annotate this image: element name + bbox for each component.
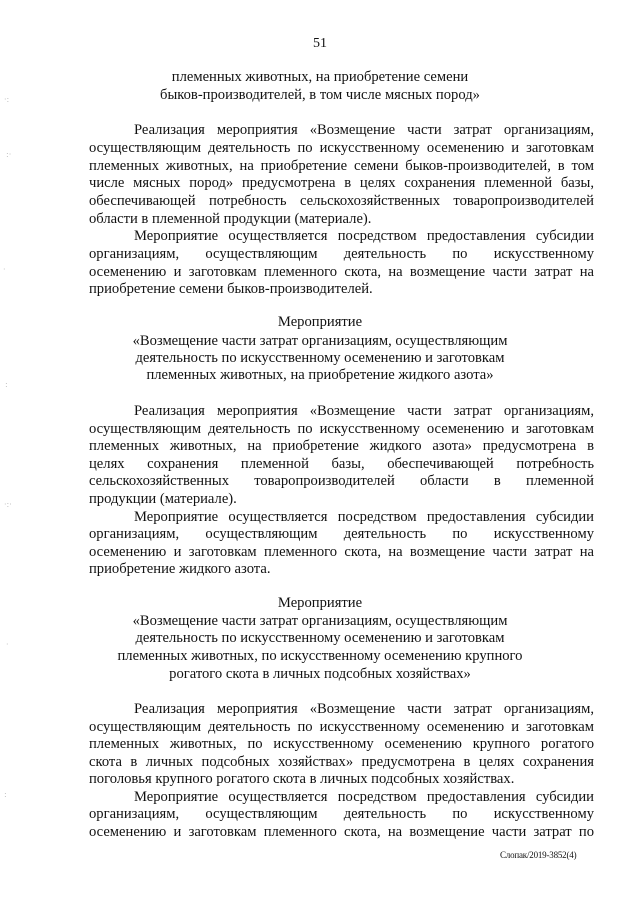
- heading-line: Мероприятие: [277, 314, 363, 330]
- text-line: осеменению и заготовкам племенного скота, на возмещение части затрат по: [89, 824, 594, 840]
- page-number: 51: [313, 36, 327, 51]
- text-line: организациям, осуществляющим деятельность по искусственному: [89, 246, 594, 262]
- text-line: области в племенной продукции (материале).: [89, 211, 372, 227]
- text-line: Реализация мероприятия «Возмещение части затрат организациям,: [134, 403, 594, 419]
- text-line: целях сохранения племенной базы, обеспечивающей потребность: [89, 456, 594, 472]
- text-line: обеспечивающей потребность сельскохозяйственных товаропроизводителей: [89, 193, 594, 209]
- scan-artifact: ·:: [4, 95, 10, 104]
- heading-line: «Возмещение части затрат организациям, осуществляющим: [132, 613, 508, 629]
- scan-artifact: :: [5, 380, 8, 389]
- footer-code: Слопак/2019-3852(4): [500, 850, 577, 860]
- text-line: организациям, осуществляющим деятельность по искусственному: [89, 806, 594, 822]
- text-line: Мероприятие осуществляется посредством предоставления субсидии: [134, 228, 594, 244]
- text-line: племенных животных, на приобретение жидкого азота» предусмотрена в: [89, 438, 594, 454]
- text-line: продукции (материале).: [89, 491, 237, 507]
- text-line: осеменению и заготовкам племенного скота, на возмещение части затрат на: [89, 544, 594, 560]
- heading-line: племенных животных, на приобретение жидкого азота»: [146, 367, 494, 383]
- text-line: поголовья крупного рогатого скота в личных подсобных хозяйствах.: [89, 771, 515, 787]
- heading-line: «Возмещение части затрат организациям, осуществляющим: [132, 333, 508, 349]
- text-line: Реализация мероприятия «Возмещение части затрат организациям,: [134, 122, 594, 138]
- text-line: сельскохозяйственных товаропроизводителей области в племенной: [89, 473, 594, 489]
- scan-artifact: ·: [3, 265, 6, 274]
- heading-line: деятельность по искусственному осеменению и заготовкам: [135, 350, 505, 366]
- text-line: племенных животных, на приобретение семени быков-производителей, в том: [89, 158, 594, 174]
- heading-line: племенных животных, по искусственному осеменению крупного: [117, 648, 523, 664]
- text-line: приобретение жидкого азота.: [89, 561, 271, 577]
- text-line: скота в личных подсобных хозяйствах» предусмотрена в целях сохранения: [89, 754, 594, 770]
- heading-line: быков-производителей, в том числе мясных пород»: [160, 87, 480, 103]
- scan-artifact: ·: [6, 640, 9, 649]
- text-line: осуществляющим деятельность по искусственному осеменению и заготовкам: [89, 140, 594, 156]
- text-line: организациям, осуществляющим деятельность по искусственному: [89, 526, 594, 542]
- text-line: племенных животных, по искусственному осеменению крупного рогатого: [89, 736, 594, 752]
- text-line: осеменению и заготовкам племенного скота, на возмещение части затрат на: [89, 264, 594, 280]
- text-line: Реализация мероприятия «Возмещение части затрат организациям,: [134, 701, 594, 717]
- scan-artifact: ·:·: [4, 500, 12, 509]
- text-line: осуществляющим деятельность по искусственному осеменению и заготовкам: [89, 421, 594, 437]
- heading-line: племенных животных, на приобретение семени: [171, 69, 469, 85]
- heading-line: рогатого скота в личных подсобных хозяйствах»: [169, 666, 471, 682]
- scan-artifact: :·: [6, 150, 12, 159]
- text-line: приобретение семени быков-производителей.: [89, 281, 373, 297]
- text-line: осуществляющим деятельность по искусственному осеменению и заготовкам: [89, 719, 594, 735]
- heading-line: Мероприятие: [277, 595, 363, 611]
- scan-artifact: :: [4, 790, 7, 799]
- text-line: Мероприятие осуществляется посредством предоставления субсидии: [134, 789, 594, 805]
- heading-line: деятельность по искусственному осеменению и заготовкам: [135, 630, 505, 646]
- text-line: числе мясных пород» предусмотрена в целях сохранения племенной базы,: [89, 175, 594, 191]
- text-line: Мероприятие осуществляется посредством предоставления субсидии: [134, 509, 594, 525]
